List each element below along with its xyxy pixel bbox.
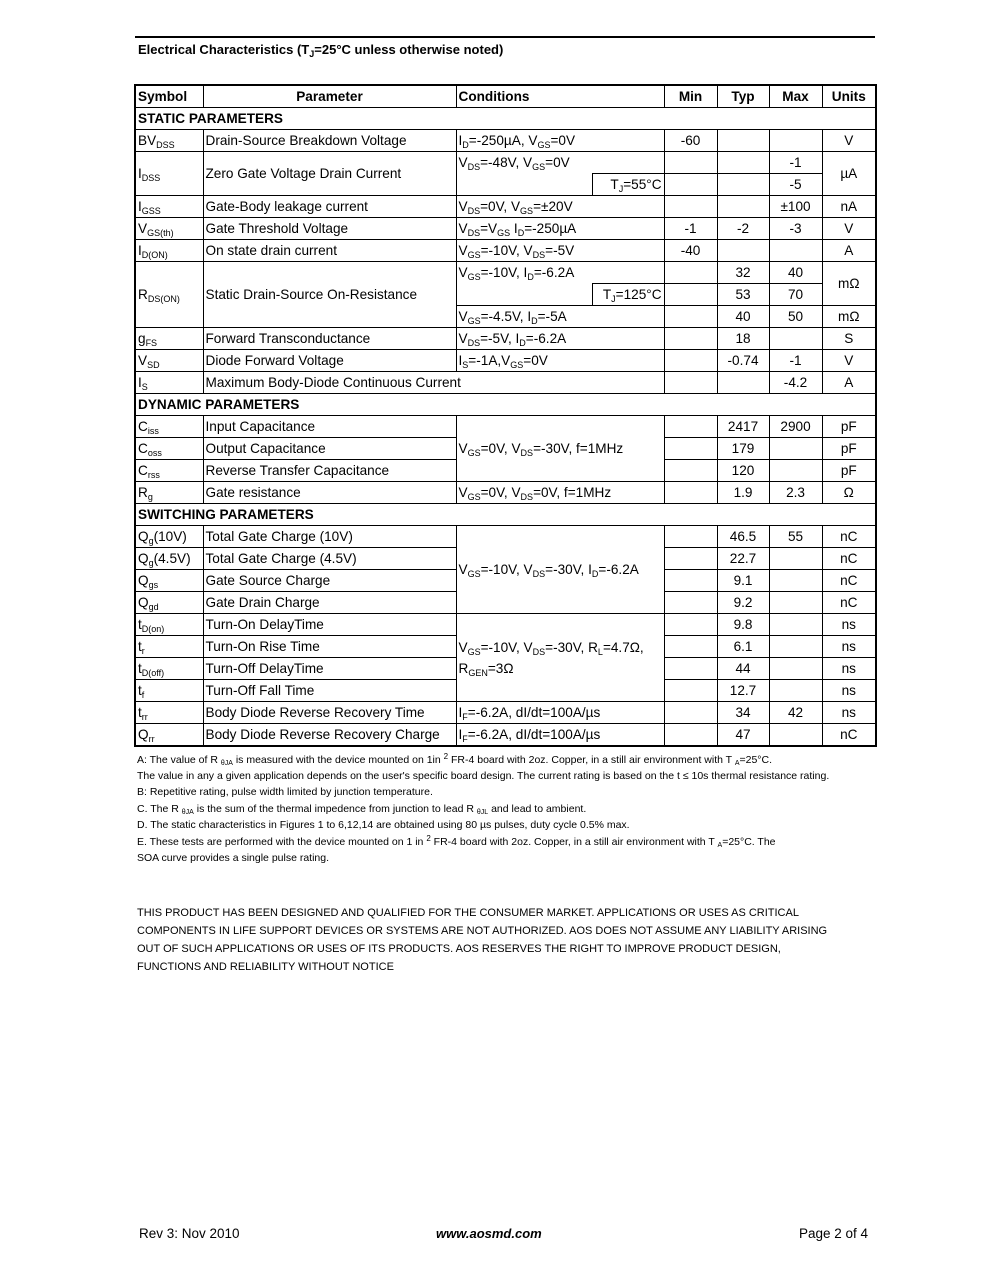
col-symbol: Symbol (135, 85, 203, 108)
min-cell (664, 152, 717, 174)
min-cell (664, 636, 717, 658)
typ-cell: -2 (717, 218, 769, 240)
max-cell: 70 (769, 284, 822, 306)
table-row (135, 702, 876, 724)
parameter-cell: Turn-Off Fall Time (203, 680, 456, 702)
footer-website-link[interactable]: www.aosmd.com (436, 1226, 542, 1241)
parameter-cell: Drain-Source Breakdown Voltage (203, 130, 456, 152)
min-cell (664, 592, 717, 614)
unit-cell: pF (822, 460, 876, 482)
parameter-cell: Body Diode Reverse Recovery Time (203, 702, 456, 724)
parameter-cell: Zero Gate Voltage Drain Current (203, 152, 456, 196)
max-cell: 50 (769, 306, 822, 328)
symbol-cell: $t_{D(on)}$ (135, 614, 203, 636)
typ-cell (717, 196, 769, 218)
max-cell (769, 658, 822, 680)
parameter-cell: Total Gate Charge (4.5V) (203, 548, 456, 570)
unit-cell: A (822, 240, 876, 262)
max-cell: -3 (769, 218, 822, 240)
typ-cell: 6.1 (717, 636, 769, 658)
typ-cell (717, 240, 769, 262)
unit-cell: pF (822, 438, 876, 460)
min-cell (664, 614, 717, 636)
max-cell: 2900 (769, 416, 822, 438)
conditions-cell: $V_{DS}=-5V$, $I_D=-6.2A$ (456, 328, 664, 350)
symbol-cell: $I_{D(ON)}$ (135, 240, 203, 262)
unit-cell: ns (822, 658, 876, 680)
parameter-cell: Output Capacitance (203, 438, 456, 460)
typ-cell: 1.9 (717, 482, 769, 504)
unit-cell: nC (822, 724, 876, 747)
symbol-cell: $t_f$ (135, 680, 203, 702)
col-typ: Typ (717, 85, 769, 108)
footer-page-number: Page 2 of 4 (799, 1226, 869, 1241)
max-cell (769, 240, 822, 262)
typ-cell (717, 174, 769, 196)
footnotes (137, 753, 877, 867)
disclaimer-line: COMPONENTS IN LIFE SUPPORT DEVICES OR SYSTEMS ARE NOT AUTHORIZED. AOS DOES NOT ASSUME ANY LIABILITY ARISING (137, 925, 828, 937)
max-cell (769, 548, 822, 570)
typ-cell: 2417 (717, 416, 769, 438)
symbol-cell: $R_g$ (135, 482, 203, 504)
typ-cell (717, 130, 769, 152)
typ-cell (717, 372, 769, 394)
parameter-cell: Gate Drain Charge (203, 592, 456, 614)
unit-cell: S (822, 328, 876, 350)
min-cell (664, 350, 717, 372)
min-cell (664, 702, 717, 724)
conditions-cell: $V_{DS}=-48V$, $V_{GS}=0V$ (456, 152, 664, 174)
unit-cell: ns (822, 614, 876, 636)
symbol-cell: $V_{GS(th)}$ (135, 218, 203, 240)
unit-cell: A (822, 372, 876, 394)
conditions-cell: $T_J=125^\circ C$ (592, 284, 664, 306)
symbol-cell: $V_{SD}$ (135, 350, 203, 372)
table-row (135, 416, 876, 438)
unit-cell: µA (822, 152, 876, 196)
min-cell (664, 372, 717, 394)
section-title: SWITCHING PARAMETERS (135, 504, 876, 526)
min-cell (664, 416, 717, 438)
min-cell (664, 174, 717, 196)
section-row-switching (135, 504, 876, 526)
symbol-cell: $C_{rss}$ (135, 460, 203, 482)
max-cell: 42 (769, 702, 822, 724)
conditions-cell: $I_S=-1A,V_{GS}=0V$ (456, 350, 664, 372)
table-row (135, 350, 876, 372)
min-cell (664, 284, 717, 306)
conditions-cell: $I_F=-6.2A$, dI/dt=100A/µs (456, 702, 664, 724)
table-row (135, 614, 876, 636)
table-row (135, 218, 876, 240)
table-row (135, 262, 876, 284)
typ-cell: 34 (717, 702, 769, 724)
note-e: E. These tests are performed with the device mounted on 1 in $^2$ FR-4 board with 2oz. Copper, in a still air environment with T $_A$=25°C. The SOA curve provides a single pulse rating. (137, 833, 776, 864)
conditions-cell: $V_{GS}=-10V$, $V_{DS}=-5V$ (456, 240, 664, 262)
min-cell (664, 658, 717, 680)
conditions-spacer (456, 284, 592, 306)
parameter-cell: Reverse Transfer Capacitance (203, 460, 456, 482)
header-row (135, 85, 876, 108)
typ-cell: -0.74 (717, 350, 769, 372)
max-cell: -5 (769, 174, 822, 196)
heading-text: Electrical Characteristics (T (138, 42, 310, 57)
conditions-cell: $I_D=-250\mu A$, $V_{GS}=0V$ (456, 130, 664, 152)
conditions-cell: $V_{DS}=V_{GS}$ $I_D=-250\mu A$ (456, 218, 664, 240)
section-title: STATIC PARAMETERS (135, 108, 876, 130)
conditions-cell: $V_{GS}=0V$, $V_{DS}=0V$, f=1MHz (456, 482, 664, 504)
conditions-cell: $V_{GS}=-4.5V$, $I_D=-5A$ (456, 306, 664, 328)
parameter-cell: Static Drain-Source On-Resistance (203, 262, 456, 328)
min-cell (664, 262, 717, 284)
symbol-cell: $t_{D(off)}$ (135, 658, 203, 680)
max-cell (769, 636, 822, 658)
min-cell (664, 724, 717, 747)
symbol-cell: $I_{DSS}$ (135, 152, 203, 196)
heading-text-post: =25°C unless otherwise noted) (314, 42, 504, 57)
min-cell (664, 306, 717, 328)
note-d: D. The static characteristics in Figures 1 to 6,12,14 are obtained using 80 µs pulses, duty cycle 0.5% max. (137, 819, 630, 832)
disclaimer (137, 904, 877, 976)
min-cell: -40 (664, 240, 717, 262)
symbol-cell: $I_{GSS}$ (135, 196, 203, 218)
max-cell: ±100 (769, 196, 822, 218)
col-units: Units (822, 85, 876, 108)
unit-cell: nA (822, 196, 876, 218)
min-cell (664, 526, 717, 548)
symbol-cell: $I_S$ (135, 372, 203, 394)
typ-cell: 44 (717, 658, 769, 680)
typ-cell: 120 (717, 460, 769, 482)
parameter-cell: Forward Transconductance (203, 328, 456, 350)
table-row (135, 372, 876, 394)
note-b: B: Repetitive rating, pulse width limited by junction temperature. (137, 786, 433, 799)
parameter-cell: Gate resistance (203, 482, 456, 504)
footer-revision: Rev 3: Nov 2010 (139, 1226, 240, 1241)
top-rule (135, 36, 875, 38)
min-cell (664, 482, 717, 504)
unit-cell: ns (822, 680, 876, 702)
disclaimer-line: THIS PRODUCT HAS BEEN DESIGNED AND QUALIFIED FOR THE CONSUMER MARKET. APPLICATIONS OR USES AS CRITICAL (137, 907, 799, 919)
parameter-cell: Turn-Off DelayTime (203, 658, 456, 680)
note-a: A: The value of R $_{\theta JA}$ is measured with the device mounted on 1in $^2$ FR-4 board with 2oz. Copper, in a still air environment with T $_A$=25°C. The value in any a given application depends on the user's specific board design. The current rating is based on the t ≤ 10s thermal resistance rating. (137, 752, 830, 782)
parameter-cell: Gate-Body leakage current (203, 196, 456, 218)
typ-cell: 46.5 (717, 526, 769, 548)
max-cell (769, 592, 822, 614)
symbol-cell: $R_{DS(ON)}$ (135, 262, 203, 328)
max-cell (769, 680, 822, 702)
max-cell: -4.2 (769, 372, 822, 394)
typ-cell: 53 (717, 284, 769, 306)
typ-cell: 9.1 (717, 570, 769, 592)
typ-cell: 179 (717, 438, 769, 460)
max-cell: 40 (769, 262, 822, 284)
unit-cell: pF (822, 416, 876, 438)
typ-cell (717, 152, 769, 174)
unit-cell: mΩ (822, 306, 876, 328)
symbol-cell: $Q_g(4.5V)$ (135, 548, 203, 570)
symbol-cell: $Q_g(10V)$ (135, 526, 203, 548)
electrical-characteristics-table (134, 84, 877, 747)
parameter-cell: Gate Source Charge (203, 570, 456, 592)
section-row-dynamic (135, 394, 876, 416)
parameter-cell: On state drain current (203, 240, 456, 262)
conditions-cell: $V_{GS}=-10V$, $V_{DS}=-30V$, $R_L=4.7\Omega$, $R_{GEN}=3\Omega$ (456, 614, 664, 702)
unit-cell: Ω (822, 482, 876, 504)
min-cell: -60 (664, 130, 717, 152)
max-cell: 55 (769, 526, 822, 548)
conditions-cell: $T_J=55^\circ C$ (592, 174, 664, 196)
symbol-cell: $t_r$ (135, 636, 203, 658)
unit-cell: nC (822, 570, 876, 592)
symbol-cell: $C_{oss}$ (135, 438, 203, 460)
min-cell (664, 438, 717, 460)
symbol-cell: $Q_{gd}$ (135, 592, 203, 614)
max-cell (769, 438, 822, 460)
symbol-cell: $BV_{DSS}$ (135, 130, 203, 152)
parameter-cell: Turn-On Rise Time (203, 636, 456, 658)
max-cell: -1 (769, 350, 822, 372)
table-row (135, 724, 876, 747)
conditions-spacer (456, 174, 592, 196)
min-cell (664, 196, 717, 218)
section-heading (138, 42, 503, 57)
col-parameter: Parameter (203, 85, 456, 108)
unit-cell: V (822, 130, 876, 152)
max-cell (769, 724, 822, 747)
typ-cell: 40 (717, 306, 769, 328)
symbol-cell: $Q_{gs}$ (135, 570, 203, 592)
disclaimer-line: FUNCTIONS AND RELIABILITY WITHOUT NOTICE (137, 961, 394, 973)
parameter-cell: Diode Forward Voltage (203, 350, 456, 372)
typ-cell: 18 (717, 328, 769, 350)
parameter-cell: Total Gate Charge (10V) (203, 526, 456, 548)
typ-cell: 32 (717, 262, 769, 284)
symbol-cell: $Q_{rr}$ (135, 724, 203, 747)
col-min: Min (664, 85, 717, 108)
unit-cell: V (822, 218, 876, 240)
unit-cell: ns (822, 636, 876, 658)
conditions-cell: $I_F=-6.2A$, dI/dt=100A/µs (456, 724, 664, 747)
max-cell (769, 460, 822, 482)
parameter-cell: Input Capacitance (203, 416, 456, 438)
max-cell (769, 130, 822, 152)
unit-cell: nC (822, 592, 876, 614)
table-row (135, 328, 876, 350)
typ-cell: 47 (717, 724, 769, 747)
typ-cell: 22.7 (717, 548, 769, 570)
disclaimer-line: OUT OF SUCH APPLICATIONS OR USES OF ITS PRODUCTS. AOS RESERVES THE RIGHT TO IMPROVE PRODUCT DESIGN, (137, 943, 781, 955)
conditions-cell: $V_{GS}=-10V$, $V_{DS}=-30V$, $I_D=-6.2A$ (456, 526, 664, 614)
typ-cell: 9.2 (717, 592, 769, 614)
max-cell (769, 570, 822, 592)
max-cell (769, 614, 822, 636)
max-cell: 2.3 (769, 482, 822, 504)
conditions-cell: $V_{GS}=0V$, $V_{DS}=-30V$, f=1MHz (456, 416, 664, 482)
max-cell: -1 (769, 152, 822, 174)
section-row-static (135, 108, 876, 130)
min-cell: -1 (664, 218, 717, 240)
table-row (135, 482, 876, 504)
col-max: Max (769, 85, 822, 108)
unit-cell: nC (822, 526, 876, 548)
symbol-cell: $C_{iss}$ (135, 416, 203, 438)
col-conditions: Conditions (456, 85, 664, 108)
unit-cell: V (822, 350, 876, 372)
table-row (135, 196, 876, 218)
max-cell (769, 328, 822, 350)
table-row (135, 130, 876, 152)
typ-cell: 9.8 (717, 614, 769, 636)
note-c: C. The R $_{\theta JA}$ is the sum of the thermal impedence from junction to lead R $_{\theta JL}$ and lead to ambient. (137, 802, 587, 816)
table-row (135, 526, 876, 548)
min-cell (664, 680, 717, 702)
parameter-cell: Maximum Body-Diode Continuous Current (203, 372, 664, 394)
min-cell (664, 570, 717, 592)
parameter-cell: Gate Threshold Voltage (203, 218, 456, 240)
heading-sub: J (309, 49, 315, 59)
min-cell (664, 548, 717, 570)
unit-cell: mΩ (822, 262, 876, 306)
conditions-cell: $V_{GS}=-10V$, $I_D=-6.2A$ (456, 262, 664, 284)
symbol-cell: $g_{FS}$ (135, 328, 203, 350)
section-title: DYNAMIC PARAMETERS (135, 394, 876, 416)
unit-cell: ns (822, 702, 876, 724)
table-row (135, 152, 876, 174)
parameter-cell: Turn-On DelayTime (203, 614, 456, 636)
min-cell (664, 328, 717, 350)
typ-cell: 12.7 (717, 680, 769, 702)
unit-cell: nC (822, 548, 876, 570)
conditions-cell: $V_{DS}=0V$, $V_{GS}=\pm 20V$ (456, 196, 664, 218)
min-cell (664, 460, 717, 482)
table-row (135, 240, 876, 262)
parameter-cell: Body Diode Reverse Recovery Charge (203, 724, 456, 747)
symbol-cell: $t_{rr}$ (135, 702, 203, 724)
